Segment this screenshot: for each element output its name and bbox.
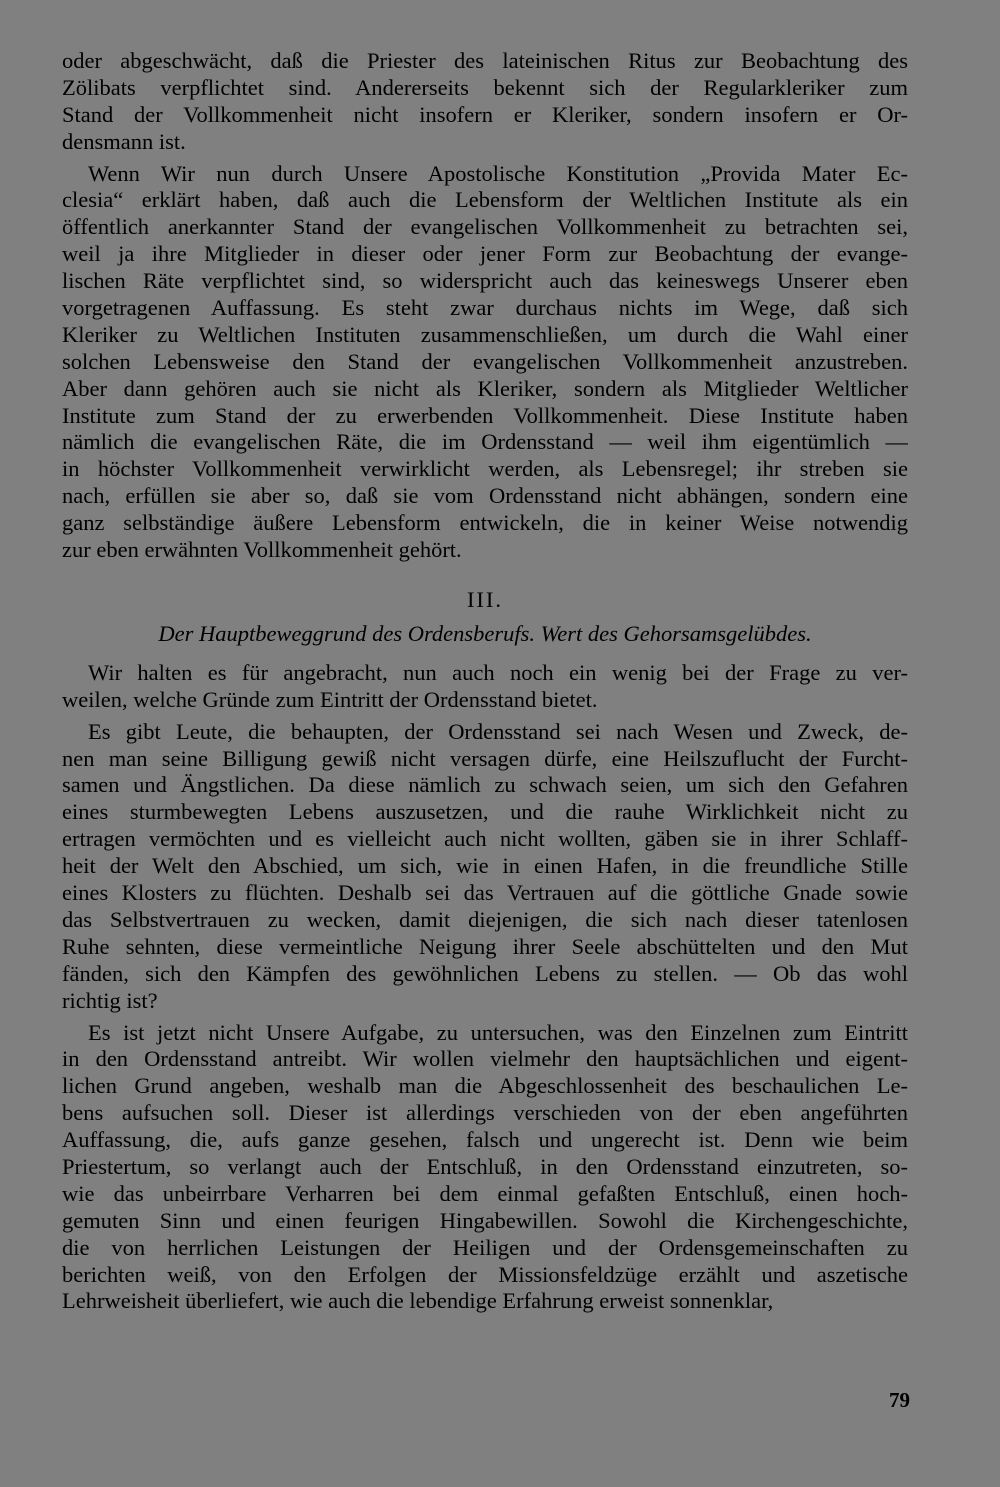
text-line: wie das unbeirrbare Verharren bei dem einmal gefaßten Entschluß, einen hoch- (62, 1180, 908, 1206)
text-line: samen und Ängstlichen. Da diese nämlich zu schwach seien, um sich den Gefahren (62, 772, 908, 798)
text-line: Priestertum, so verlangt auch der Entschluß, in den Ordensstand einzutreten, so- (62, 1153, 908, 1179)
text-block-bottom (62, 660, 908, 1315)
text-block-top (62, 48, 908, 564)
text-line: richtig ist? (62, 987, 158, 1013)
text-line: weilen, welche Gründe zum Eintritt der Ordensstand bietet. (62, 686, 598, 712)
paragraph (62, 161, 908, 564)
text-line: ganz selbständige äußere Lebensform entwickeln, die in keiner Weise notwendig (62, 510, 908, 536)
text-line: oder abgeschwächt, daß die Priester des lateinischen Ritus zur Beobachtung des (62, 48, 908, 73)
text-line: eines Klosters zu flüchten. Deshalb sei das Vertrauen auf die göttliche Gnade sowie (62, 880, 908, 906)
text-line: clesia“ erklärt haben, daß auch die Lebensform der Weltlichen Institute als ein (62, 187, 908, 213)
paragraph (62, 660, 908, 714)
page-number: 79 (889, 1388, 910, 1412)
text-line: Stand der Vollkommenheit nicht insofern er Kleriker, sondern insofern er Or- (62, 101, 908, 127)
text-line: das Selbstvertrauen zu wecken, damit diejenigen, die sich nach dieser tatenlosen (62, 906, 908, 932)
text-line: nach, erfüllen sie aber so, daß sie vom Ordensstand nicht abhängen, sondern eine (62, 483, 908, 509)
text-line: vorgetragenen Auffassung. Es steht zwar durchaus nichts im Wege, daß sich (62, 295, 908, 321)
text-line: ertragen vermöchten und es vielleicht auch nicht wollten, gäben sie in ihrer Schlaff- (62, 826, 908, 852)
text-line: eines sturmbewegten Lebens auszusetzen, und die rauhe Wirklichkeit nicht zu (62, 799, 908, 825)
paragraph (62, 719, 908, 1015)
text-line: weil ja ihre Mitglieder in dieser oder jener Form zur Beobachtung der evange- (62, 241, 908, 267)
section-title: Der Hauptbeweggrund des Ordensberufs. Wert des Gehorsamsgelübdes. (158, 620, 812, 646)
text-line: densmann ist. (62, 128, 186, 154)
text-line: gemuten Sinn und einen feurigen Hingabewillen. Sowohl die Kirchengeschichte, (62, 1207, 908, 1233)
text-line: in den Ordensstand antreibt. Wir wollen vielmehr den hauptsächlichen und eigent- (62, 1046, 908, 1072)
text-line: Wenn Wir nun durch Unsere Apostolische Konstitution „Provida Mater Ec- (88, 160, 908, 186)
text-line: solchen Lebensweise den Stand der evangelischen Vollkommenheit anzustreben. (62, 348, 908, 374)
text-line: lichen Grund angeben, weshalb man die Abgeschlossenheit des beschaulichen Le- (62, 1073, 908, 1099)
text-line: Es ist jetzt nicht Unsere Aufgabe, zu untersuchen, was den Einzelnen zum Eintritt (88, 1019, 908, 1045)
text-line: Lehrweisheit überliefert, wie auch die lebendige Erfahrung erweist sonnenklar, (62, 1288, 774, 1314)
text-line: Auffassung, die, aufs ganze gesehen, falsch und ungerecht ist. Denn wie beim (62, 1127, 908, 1153)
text-line: Zölibats verpflichtet sind. Andererseits bekennt sich der Regularkleriker zum (62, 74, 908, 100)
text-line: zur eben erwähnten Vollkommenheit gehört. (62, 537, 462, 563)
text-line: die von herrlichen Leistungen der Heiligen und der Ordensgemeinschaften zu (62, 1234, 908, 1260)
text-line: Aber dann gehören auch sie nicht als Kleriker, sondern als Mitglieder Weltlicher (62, 375, 908, 401)
text-line: heit der Welt den Abschied, um sich, wie in einen Hafen, in die freundliche Stille (62, 853, 908, 879)
text-line: Institute zum Stand der zu erwerbenden Vollkommenheit. Diese Institute haben (62, 402, 908, 428)
text-line: berichten weiß, von den Erfolgen der Missionsfeldzüge erzählt und aszetische (62, 1261, 908, 1287)
text-line: bens aufsuchen soll. Dieser ist allerdings verschieden von der eben angeführten (62, 1100, 908, 1126)
page-body (62, 48, 908, 1320)
paragraph (62, 48, 908, 156)
text-line: Es gibt Leute, die behaupten, der Ordensstand sei nach Wesen und Zweck, de- (88, 718, 908, 744)
section-number: III. (466, 586, 504, 612)
text-line: Ruhe sehnten, diese vermeintliche Neigung ihrer Seele abschüttelten und den Mut (62, 933, 908, 959)
text-line: öffentlich anerkannter Stand der evangelischen Vollkommenheit zu betrachten sei, (62, 214, 908, 240)
text-line: nen man seine Billigung gewiß nicht versagen dürfe, eine Heilszuflucht der Furcht- (62, 745, 908, 771)
text-line: Wir halten es für angebracht, nun auch noch ein wenig bei der Frage zu ver- (88, 659, 908, 685)
text-line: fänden, sich den Kämpfen des gewöhnlichen Lebens zu stellen. — Ob das wohl (62, 960, 908, 986)
text-line: lischen Räte verpflichtet sind, so widerspricht auch das keineswegs Unserer eben (62, 268, 908, 294)
text-line: Kleriker zu Weltlichen Instituten zusammenschließen, um durch die Wahl einer (62, 321, 908, 347)
paragraph (62, 1020, 908, 1316)
text-line: nämlich die evangelischen Räte, die im Ordensstand — weil ihm eigentümlich — (62, 429, 908, 455)
text-line: in höchster Vollkommenheit verwirklicht werden, als Lebensregel; ihr streben sie (62, 456, 908, 482)
